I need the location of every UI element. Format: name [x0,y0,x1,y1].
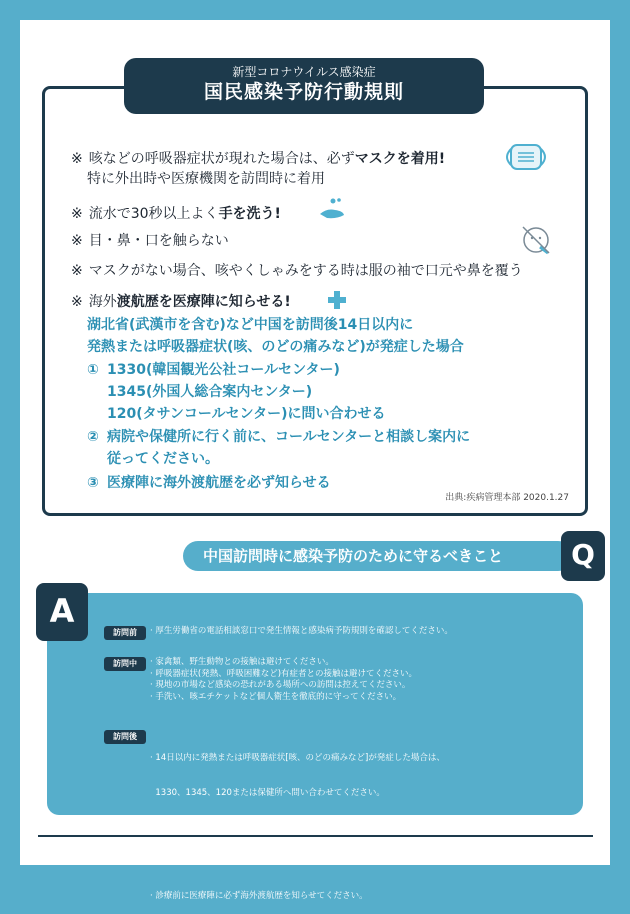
phase-during-line: · 手洗い、咳エチケットなど個人衛生を徹底的に守ってください。 [150,691,402,702]
phase-after-line: 1330、1345、120または保健所へ問い合わせてください。 [150,787,385,798]
rule-cough-text: マスクがない場合、咳やくしゃみをする時は服の袖で口元や鼻を覆う [88,263,523,279]
step-3-line1: 医療陣に海外渡航歴を必ず知らせる [107,475,331,491]
phase-tag-during: 訪問中 [104,657,146,671]
rule-handwash [71,204,281,224]
rule-cough [71,261,523,281]
phase-after-line: · 14日以内に発熱または呼吸器症状[咳、のどの痛みなど]が発症した場合は、 [150,753,445,763]
rule-mark: ※ [71,294,83,310]
step-1-line1: 1330(韓国観光公社コールセンター) [107,362,340,378]
phase-after-line: · 診療前に医療陣に必ず海外渡航歴を知らせてください。 [150,891,368,901]
bottom-divider [38,835,593,837]
handwash-icon [317,196,347,222]
rule-mark: ※ [71,233,83,249]
rule-mark: ※ [71,151,83,167]
step-3-number: ③ [87,475,99,491]
phase-during-line: · 呼吸器症状(発熱、呼吸困難など)有症者との接触は避けてください。 [150,668,418,679]
step-1-line2: 1345(外国人総合案内センター) [107,384,313,400]
travel-condition-line1: 湖北省(武漢市を含む)など中国を訪問後14日以内に [87,317,414,333]
rule-handwash-bold: 手を洗う! [218,206,281,222]
rule-travel-bold: 渡航歴を医療陣に知らせる! [116,294,291,310]
rule-mask-line2: 特に外出時や医療機関を訪問時に着用 [87,171,325,187]
mask-icon [501,141,551,173]
step-2-number: ② [87,429,99,445]
phase-tag-before: 訪問前 [104,626,146,640]
rule-travel [71,292,291,312]
step-2 [87,427,470,447]
travel-condition-line2: 発熱または呼吸器症状(咳、のどの痛みなど)が発症した場合 [87,339,464,355]
rule-mask-text: 咳などの呼吸器症状が現れた場合は、必ず [88,151,355,167]
rule-mask [71,149,445,169]
header-subtitle: 新型コロナウイルス感染症 [232,65,376,79]
rule-handwash-text: 流水で30秒以上よく [88,206,219,222]
phase-during-line: · 現地の市場など感染の恐れがある場所への訪問は控えてください。 [150,680,411,690]
medical-cross-icon [327,290,347,310]
rules-box [42,86,588,516]
header-badge [124,58,484,114]
question-text: 中国訪問時に感染予防のために守るべきこと [203,547,504,565]
rule-no-touch [71,231,229,251]
a-badge: A [36,583,88,641]
phase-after-line: 従ってください。 [150,856,224,867]
rule-mark: ※ [71,206,83,222]
phase-after-line: · また、感染の疑いがある方は、病院や保健所に行く前に、コールセンターと相談し案内に [150,822,495,832]
phase-after-lines [150,730,495,914]
header-title: 国民感染予防行動規則 [203,81,404,103]
q-badge: Q [561,531,605,581]
phase-during-lines [150,657,417,703]
phase-during-line: · 家禽類、野生動物との接触は避けてください。 [150,657,334,667]
no-touch-face-icon [519,223,553,257]
step-2-line1: 病院や保健所に行く前に、コールセンターと相談し案内に [107,429,471,445]
source-note: 出典:疾病管理本部 2020.1.27 [445,493,569,503]
step-3 [87,473,331,493]
question-banner [183,541,573,571]
rule-no-touch-text: 目・鼻・口を触らない [88,233,229,249]
phase-before-lines [150,626,453,638]
step-1-number: ① [87,362,99,378]
rule-mask-bold: マスクを着用! [354,151,446,167]
rule-travel-text: 海外 [88,294,117,310]
phase-before-line: · 厚生労働省の電話相談窓口で発生情報と感染病予防規則を確認してください。 [150,626,453,636]
step-2-line2: 従ってください。 [107,451,219,467]
step-1-line3: 120(タサンコールセンター)に問い合わせる [107,406,386,422]
rule-mark: ※ [71,263,83,279]
step-1 [87,360,340,380]
phase-tag-after: 訪問後 [104,730,146,744]
